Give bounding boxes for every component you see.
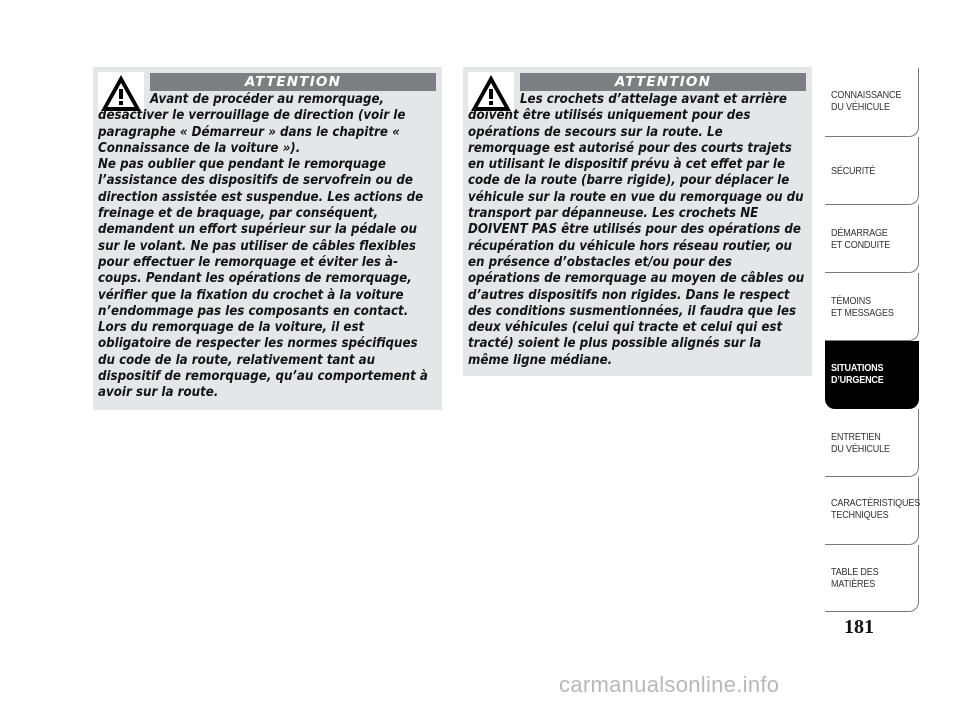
tab-label: SITUATIONS D’URGENCE [831, 362, 884, 386]
warning-text [468, 92, 806, 369]
warning-box-tow-hooks [463, 67, 812, 376]
tab-label: DÉMARRAGE ET CONDUITE [831, 227, 891, 251]
tab-caracteristiques-techniques[interactable] [825, 477, 919, 545]
tab-label: CONNAISSANCE DU VÉHICULE [831, 89, 902, 113]
tab-label: CARACTÉRISTIQUES TECHNIQUES [831, 497, 921, 521]
tab-entretien-du-vehicule[interactable] [825, 409, 919, 477]
tab-demarrage-et-conduite[interactable] [825, 205, 919, 273]
tab-situations-durgence[interactable] [825, 341, 919, 409]
page-number: 181 [844, 616, 874, 638]
tab-label: ENTRETIEN DU VÉHICULE [831, 431, 890, 455]
warning-paragraph: Ne pas oublier que pendant le remorquage l’assistance des dispositifs de servofrein ou de direction assistée est suspendue. Les actions de freinage et de braquage, par conséquent, demandent un effort supérieur sur la pédale ou sur le volant. Ne pas utiliser de câbles flexibles pour effectuer le remorquage et éviter les à-coups. Pendant les opérations de remorquage, vérifier que la fixation du crochet à la voiture n’endommage pas les composants en contact. Lors du remorquage de la voiture, il est obligatoire de respecter les normes spécifiques du code de la route, relativement tant au dispositif de remorquage, qu’au comportement à avoir sur la route. [98, 157, 428, 401]
watermark: carmanualsonline.info [559, 672, 780, 697]
attention-header: ATTENTION [520, 73, 806, 91]
tab-label: TABLE DES MATIÈRES [831, 566, 879, 590]
warning-paragraph: Avant de procéder au remorquage, désactiver le verrouillage de direction (voir le paragraphe « Démarreur » dans le chapitre « Connaissance de la voiture »). [98, 92, 406, 156]
tab-connaissance-du-vehicule[interactable] [825, 68, 919, 137]
tab-securite[interactable] [825, 137, 919, 205]
warning-box-towing [93, 67, 442, 410]
tab-label: TÉMOINS ET MESSAGES [831, 295, 894, 319]
warning-paragraph: Les crochets d’attelage avant et arrière doivent être utilisés uniquement pour des opérations de secours sur la route. Le remorquage est autorisé pour des courts trajets en utilisant le dispositif prévu à cet effet par le code de la route (barre rigide), pour déplacer le véhicule sur la route en vue du remorquage ou du transport par dépanneuse. Les crochets NE DOIVENT PAS être utilisés pour des opérations de récupération du véhicule hors réseau routier, ou en présence d’obstacles et/ou pour des opérations de remorquage au moyen de câbles ou d’autres dispositifs non rigides. Dans le respect des conditions susmentionnées, il faudra que les deux véhicules (celui qui tracte et celui qui est tracté) soient le plus possible alignés sur la même ligne médiane. [468, 92, 805, 368]
tab-table-des-matieres[interactable] [825, 545, 919, 612]
attention-header: ATTENTION [150, 73, 436, 91]
tab-temoins-et-messages[interactable] [825, 273, 919, 341]
warning-text [98, 92, 436, 402]
tab-label: SÉCURITÉ [831, 165, 876, 177]
